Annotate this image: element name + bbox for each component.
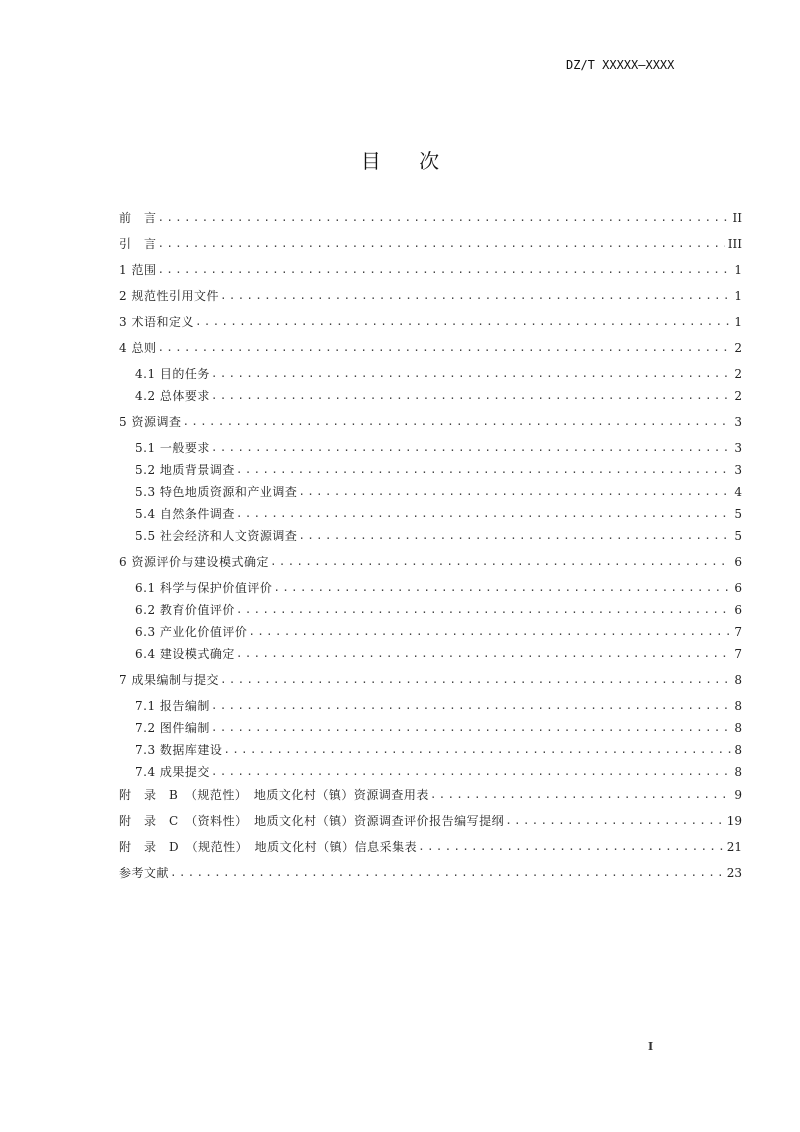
toc-entry-label: 5.3 特色地质资源和产业调查 [135, 485, 298, 499]
toc-entry-label: 7.2 图件编制 [135, 721, 210, 735]
toc-entry-label: 7.1 报告编制 [135, 699, 210, 713]
toc-leader-dots [430, 786, 732, 804]
toc-entry-label: 7 成果编制与提交 [119, 673, 219, 687]
toc-leader-dots [223, 741, 731, 759]
toc-entry-page: 8 [734, 699, 742, 713]
toc-entry[interactable] [135, 527, 742, 545]
toc-entry[interactable] [119, 812, 742, 830]
toc-entry[interactable] [135, 719, 742, 737]
toc-entry[interactable] [135, 365, 742, 383]
toc-leader-dots [158, 209, 730, 227]
toc-entry-page: 19 [726, 814, 742, 828]
toc-entry-page: 1 [734, 289, 742, 303]
toc-entry-label: 参考文献 [119, 866, 170, 880]
toc-leader-dots [236, 601, 731, 619]
toc-entry[interactable] [119, 671, 742, 689]
toc-entry[interactable] [135, 483, 742, 501]
toc-entry[interactable] [119, 838, 742, 856]
toc-entry-label: 3 术语和定义 [119, 315, 194, 329]
toc-entry[interactable] [119, 235, 742, 253]
toc-entry[interactable] [135, 763, 742, 781]
toc-leader-dots [236, 461, 731, 479]
toc-leader-dots [236, 505, 731, 523]
toc-entry[interactable] [119, 313, 742, 331]
toc-leader-dots [211, 387, 731, 405]
toc-entry-page: 9 [734, 788, 742, 802]
toc-leader-dots [211, 439, 731, 457]
toc-leader-dots [270, 553, 731, 571]
toc-entry-label: 1 范围 [119, 263, 157, 277]
toc-entry[interactable] [135, 387, 742, 405]
toc-leader-dots [211, 697, 731, 715]
toc-entry-page: 3 [734, 463, 742, 477]
toc-entry[interactable] [119, 287, 742, 305]
toc-entry-page: 1 [734, 315, 742, 329]
toc-entry[interactable] [119, 786, 742, 804]
toc-entry-label: 7.4 成果提交 [135, 765, 210, 779]
page-number: I [648, 1040, 654, 1053]
toc-entry-label: 7.3 数据库建设 [135, 743, 223, 757]
toc-entry-page: 5 [734, 507, 742, 521]
toc-entry-page: 8 [734, 765, 742, 779]
toc-entry-label: 附 录 D （规范性） 地质文化村（镇）信息采集表 [119, 840, 418, 854]
toc-entry-label: 4.1 目的任务 [135, 367, 210, 381]
toc-entry[interactable] [135, 645, 742, 663]
toc-entry[interactable] [119, 261, 742, 279]
toc-entry[interactable] [135, 741, 742, 759]
toc-leader-dots [170, 864, 724, 882]
toc-entry-label: 5.4 自然条件调查 [135, 507, 235, 521]
toc-entry-page: 6 [734, 581, 742, 595]
toc-leader-dots [248, 623, 731, 641]
toc-entry-page: 2 [734, 341, 742, 355]
toc-entry-page: 5 [734, 529, 742, 543]
toc-entry-label: 4 总则 [119, 341, 157, 355]
toc-entry-label: 引 言 [119, 237, 157, 251]
toc-entry-page: II [732, 211, 742, 225]
toc-entry[interactable] [135, 461, 742, 479]
toc-leader-dots [298, 527, 731, 545]
toc-leader-dots [418, 838, 724, 856]
toc-entry-page: 6 [734, 603, 742, 617]
document-code: DZ/T XXXXX—XXXX [566, 58, 675, 72]
toc-leader-dots [211, 719, 731, 737]
toc-entry-page: 8 [734, 721, 742, 735]
toc-leader-dots [298, 483, 731, 501]
toc-leader-dots [195, 313, 731, 331]
page-title: 目 次 [360, 149, 456, 173]
toc-entry[interactable] [119, 864, 742, 882]
toc-entry-label: 6.2 教育价值评价 [135, 603, 235, 617]
toc-entry-page: III [727, 237, 742, 251]
toc-entry[interactable] [135, 505, 742, 523]
toc-entry-label: 6.3 产业化价值评价 [135, 625, 248, 639]
toc-entry-page: 7 [734, 647, 742, 661]
toc-entry-label: 6.4 建设模式确定 [135, 647, 235, 661]
toc-leader-dots [158, 235, 725, 253]
toc-leader-dots [505, 812, 724, 830]
toc-leader-dots [211, 365, 731, 383]
toc-leader-dots [220, 671, 731, 689]
toc-entry-label: 6.1 科学与保护价值评价 [135, 581, 273, 595]
toc-leader-dots [236, 645, 731, 663]
toc-entry-page: 3 [734, 415, 742, 429]
toc-entry-page: 6 [734, 555, 742, 569]
toc-entry-page: 2 [734, 367, 742, 381]
toc-leader-dots [273, 579, 731, 597]
toc-entry[interactable] [119, 413, 742, 431]
toc-entry-label: 2 规范性引用文件 [119, 289, 219, 303]
toc-entry-label: 5 资源调查 [119, 415, 182, 429]
toc-entry-page: 3 [734, 441, 742, 455]
toc-entry-page: 23 [726, 866, 742, 880]
toc-leader-dots [211, 763, 731, 781]
toc-leader-dots [157, 339, 731, 357]
toc-entry-label: 5.2 地质背景调查 [135, 463, 235, 477]
toc-entry[interactable] [119, 209, 742, 227]
toc-entry[interactable] [135, 601, 742, 619]
toc-entry-page: 1 [734, 263, 742, 277]
toc-entry[interactable] [135, 697, 742, 715]
toc-entry-label: 5.1 一般要求 [135, 441, 210, 455]
toc-leader-dots [157, 261, 731, 279]
toc-entry[interactable] [119, 553, 742, 571]
toc-entry-page: 8 [734, 673, 742, 687]
toc-entry-label: 前 言 [119, 211, 157, 225]
toc-entry-label: 附 录 C （资料性） 地质文化村（镇）资源调查评价报告编写提纲 [119, 814, 505, 828]
toc-leader-dots [220, 287, 731, 305]
toc-entry[interactable] [119, 339, 742, 357]
toc-entry[interactable] [135, 439, 742, 457]
toc-entry-label: 附 录 B （规范性） 地质文化村（镇）资源调查用表 [119, 788, 429, 802]
toc-entry-page: 4 [734, 485, 742, 499]
toc-entry-label: 4.2 总体要求 [135, 389, 210, 403]
toc-entry-page: 2 [734, 389, 742, 403]
toc-entry[interactable] [135, 623, 742, 641]
toc-entry-page: 7 [734, 625, 742, 639]
toc-entry-label: 5.5 社会经济和人文资源调查 [135, 529, 298, 543]
toc-entry[interactable] [135, 579, 742, 597]
toc-entry-label: 6 资源评价与建设模式确定 [119, 555, 269, 569]
toc-entry-page: 8 [734, 743, 742, 757]
toc-leader-dots [182, 413, 731, 431]
toc-entry-page: 21 [726, 840, 742, 854]
